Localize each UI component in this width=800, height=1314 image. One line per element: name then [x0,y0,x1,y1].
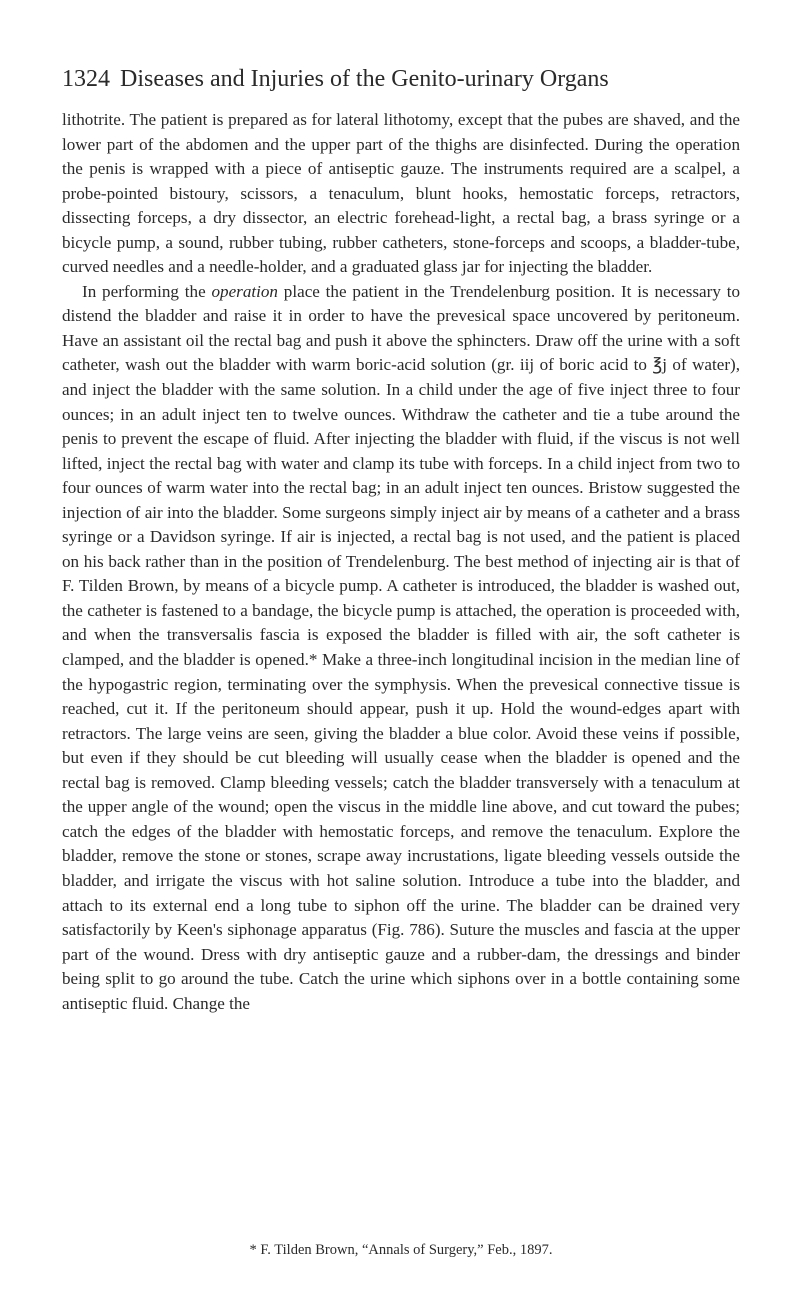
footnote: * F. Tilden Brown, “Annals of Surgery,” Feb., 1897. [249,1242,553,1258]
emphasis-operation: operation [211,281,278,301]
page-number: 1324 [62,66,110,92]
running-title: Diseases and Injuries of the Genito-urinary Organs [120,66,609,92]
paragraph-lead: In performing the [82,281,212,301]
paragraph-body: place the patient in the Trendelenburg position. It is necessary to distend the bladder and raise it in order to have the prevesical space uncovered by peritoneum. Have an assistant oil the rectal bag and push it above the sphincters. Draw off the urine with a soft catheter, wash out the bladder with warm boric-acid solution (gr. iij of boric acid to ℥j of water), and inject the bladder with the same solution. In a child under the age of five inject three to four ounces; in an adult inject ten to twelve ounces. Withdraw the catheter and tie a tube around the penis to prevent the escape of fluid. After injecting the bladder with fluid, if the viscus is not well lifted, inject the rectal bag with water and clamp its tube with forceps. In a child inject from two to four ounces of warm water into the rectal bag; in an adult inject ten ounces. Bristow suggested the injection of air into the bladder. Some surgeons simply inject air by means of a catheter and a brass syringe or a Davidson syringe. If air is injected, a rectal bag is not used, and the patient is placed on his back rather than in the position of Trendelenburg. The best method of injecting air is that of F. Tilden Brown, by means of a bicycle pump. A catheter is introduced, the bladder is washed out, the catheter is fastened to a bandage, the bicycle pump is attached, the operation is proceeded with, and when the transversalis fascia is exposed the bladder is filled with air, the soft catheter is clamped, and the bladder is opened.* Make a three-inch longitudinal incision in the median line of the hypogastric region, terminating over the symphysis. When the prevesical connective tissue is reached, cut it. If the peritoneum should appear, push it up. Hold the wound-edges apart with retractors. The large veins are seen, giving the bladder a blue color. Avoid these veins if possible, but even if they should be cut bleeding will usually cease when the bladder is opened and the rectal bag is removed. Clamp bleeding vessels; catch the bladder transversely with a tenaculum at the upper angle of the wound; open the viscus in the middle line above, and cut toward the pubes; catch the edges of the bladder with hemostatic forceps, and remove the tenaculum. Explore the bladder, remove the stone or stones, scrape away incrustations, ligate bleeding vessels outside the bladder, and irrigate the viscus with hot saline solution. Introduce a tube into the bladder, and attach to its external end a long tube to siphon off the urine. The bladder can be drained very satisfactorily by Keen's siphonage apparatus (Fig. 786). Suture the muscles and fascia at the upper part of the wound. Dress with dry antiseptic gauze and a rubber-dam, the dressings and binder being split to go around the tube. Catch the urine which siphons over in a bottle containing some antiseptic fluid. Change the [62,281,741,1013]
running-head [62,66,742,93]
paragraph-operation [62,280,740,1016]
paragraph-instruments: lithotrite. The patient is prepared as for lateral lithotomy, except that the pubes are shaved, and the lower part of the abdomen and the upper part of the thighs are disinfected. During the operation the penis is wrapped with a piece of antiseptic gauze. The instruments required are a scalpel, a probe-pointed bistoury, scissors, a tenaculum, blunt hooks, hemostatic forceps, retractors, dissecting forceps, a dry dissector, an electric forehead-light, a rectal bag, a brass syringe or a bicycle pump, a sound, rubber tubing, rubber catheters, stone-forceps and scoops, a bladder-tube, curved needles and a needle-holder, and a graduated glass jar for injecting the bladder. [62,110,740,277]
body-text [62,108,740,1016]
